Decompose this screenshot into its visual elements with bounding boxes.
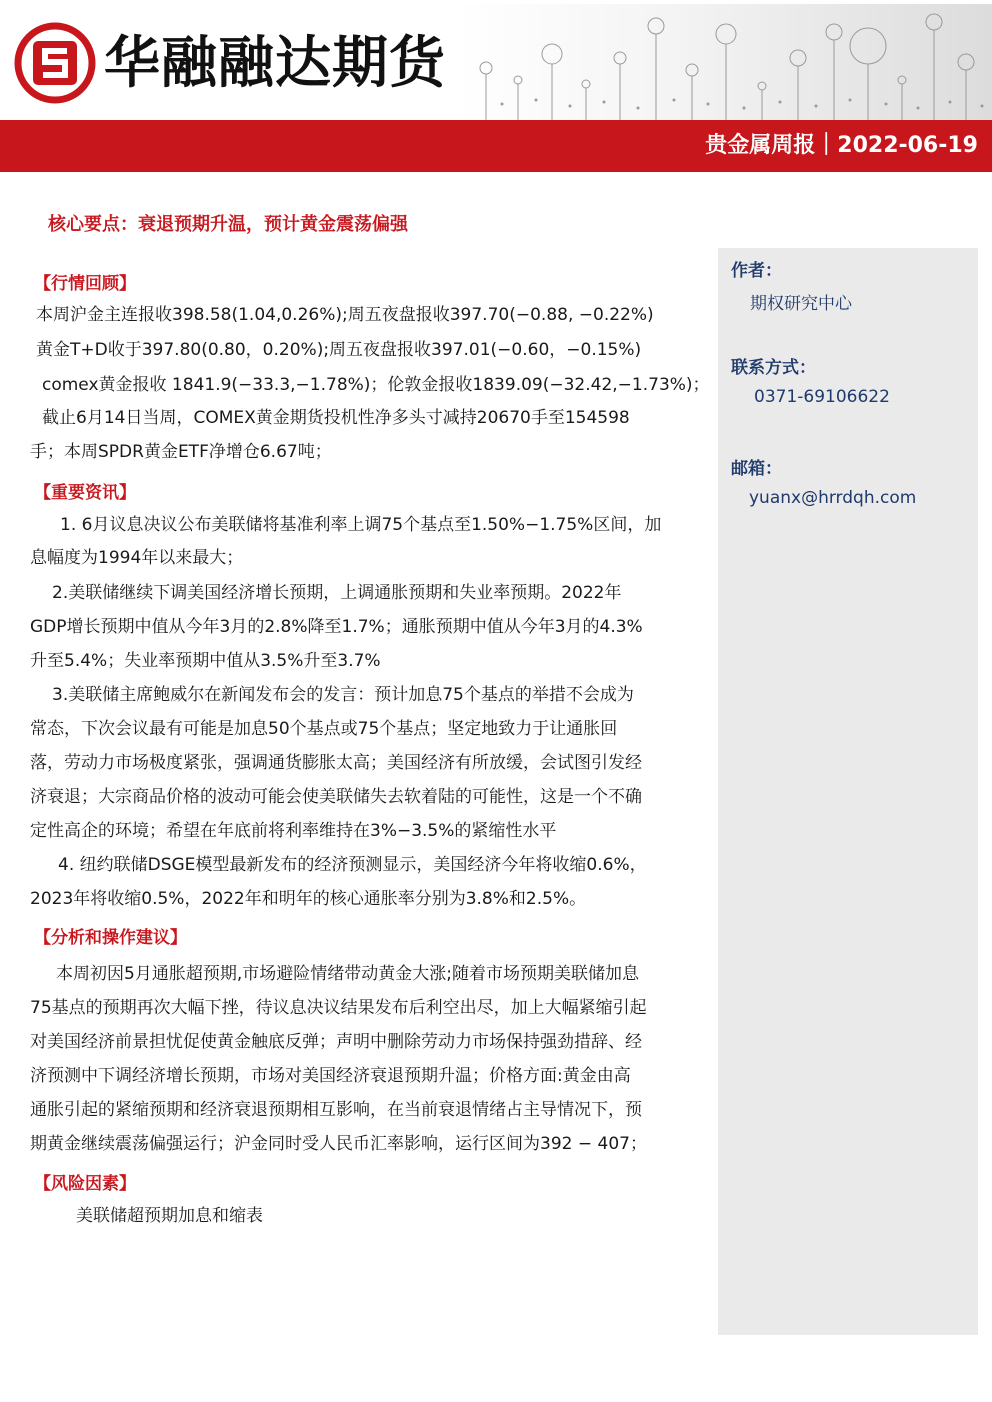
- news-line: 济衰退；大宗商品价格的波动可能会使美联储失去软着陆的可能性，这是一个不确: [30, 787, 642, 807]
- risk-line: 美联储超预期加息和缩表: [76, 1206, 263, 1226]
- news-line: 落，劳动力市场极度紧张，强调通货膨胀太高；美国经济有所放缓，会试图引发经: [30, 753, 642, 773]
- section-title-analysis: 【分析和操作建议】: [34, 928, 187, 948]
- news-line: 2023年将收缩0.5%，2022年和明年的核心通胀率分别为3.8%和2.5%。: [30, 889, 587, 909]
- analysis-line: 通胀引起的紧缩预期和经济衰退预期相互影响，在当前衰退情绪占主导情况下，预: [30, 1100, 642, 1120]
- author-label: 作者：: [731, 261, 782, 281]
- section-title-market: 【行情回顾】: [34, 274, 136, 294]
- news-line: GDP增长预期中值从今年3月的2.8%降至1.7%；通胀预期中值从今年3月的4.3%: [30, 617, 643, 637]
- news-line: 升至5.4%；失业率预期中值从3.5%升至3.7%: [30, 651, 381, 671]
- author-name: 期权研究中心: [750, 294, 852, 314]
- section-title-news: 【重要资讯】: [34, 483, 136, 503]
- analysis-line: 济预测中下调经济增长预期，市场对美国经济衰退预期升温；价格方面:黄金由高: [30, 1066, 631, 1086]
- analysis-line: 对美国经济前景担忧促使黄金触底反弹；声明中删除劳动力市场保持强劲措辞、经: [30, 1032, 642, 1052]
- contact-label: 联系方式：: [731, 358, 816, 378]
- header-decoration: [456, 4, 992, 120]
- news-line: 3.美联储主席鲍威尔在新闻发布会的发言：预计加息75个基点的举措不会成为: [52, 685, 634, 705]
- news-line: 1. 6月议息决议公布美联储将基准利率上调75个基点至1.50%−1.75%区间，加: [60, 515, 662, 535]
- author-sidebar: [718, 248, 978, 1335]
- market-line: comex黄金报收 1841.9(−33.3,−1.78%)；伦敦金报收1839.09(−32.42,−1.73%)；: [42, 375, 710, 395]
- news-line: 定性高企的环境；希望在年底前将利率维持在3%−3.5%的紧缩性水平: [30, 821, 557, 841]
- news-line: 常态，下次会议最有可能是加息50个基点或75个基点；坚定地致力于让通胀回: [30, 719, 618, 739]
- email-label: 邮箱：: [731, 459, 782, 479]
- analysis-line: 期黄金继续震荡偏强运行；沪金同时受人民币汇率影响，运行区间为392 − 407；: [30, 1134, 647, 1154]
- analysis-line: 本周初因5月通胀超预期,市场避险情绪带动黄金大涨;随着市场预期美联储加息: [56, 964, 639, 984]
- market-line: 手；本周SPDR黄金ETF净增仓6.67吨；: [30, 442, 332, 462]
- section-title-risk: 【风险因素】: [34, 1174, 136, 1194]
- market-line: 本周沪金主连报收398.58(1.04,0.26%);周五夜盘报收397.70(−0.88, −0.22%): [36, 305, 654, 325]
- contact-phone: 0371-69106622: [754, 387, 890, 407]
- report-banner: [0, 120, 992, 172]
- headline: 核心要点：衰退预期升温，预计黄金震荡偏强: [48, 214, 408, 235]
- news-line: 2.美联储继续下调美国经济增长预期，上调通胀预期和失业率预期。2022年: [52, 583, 622, 603]
- market-line: 黄金T+D收于397.80(0.80，0.20%);周五夜盘报收397.01(−0.60，−0.15%): [36, 340, 642, 360]
- news-line: 息幅度为1994年以来最大；: [30, 548, 244, 568]
- analysis-line: 75基点的预期再次大幅下挫，待议息决议结果发布后利空出尽，加上大幅紧缩引起: [30, 998, 647, 1018]
- company-logo-icon: [14, 22, 96, 104]
- brand-name: 华融融达期货: [104, 31, 446, 96]
- market-line: 截止6月14日当周，COMEX黄金期货投机性净多头寸减持20670手至154598: [42, 408, 630, 428]
- contact-email[interactable]: yuanx@hrrdqh.com: [749, 488, 917, 508]
- report-tag: 贵金属周报｜2022-06-19: [705, 133, 978, 158]
- news-line: 4. 纽约联储DSGE模型最新发布的经济预测显示，美国经济今年将收缩0.6%，: [58, 855, 647, 875]
